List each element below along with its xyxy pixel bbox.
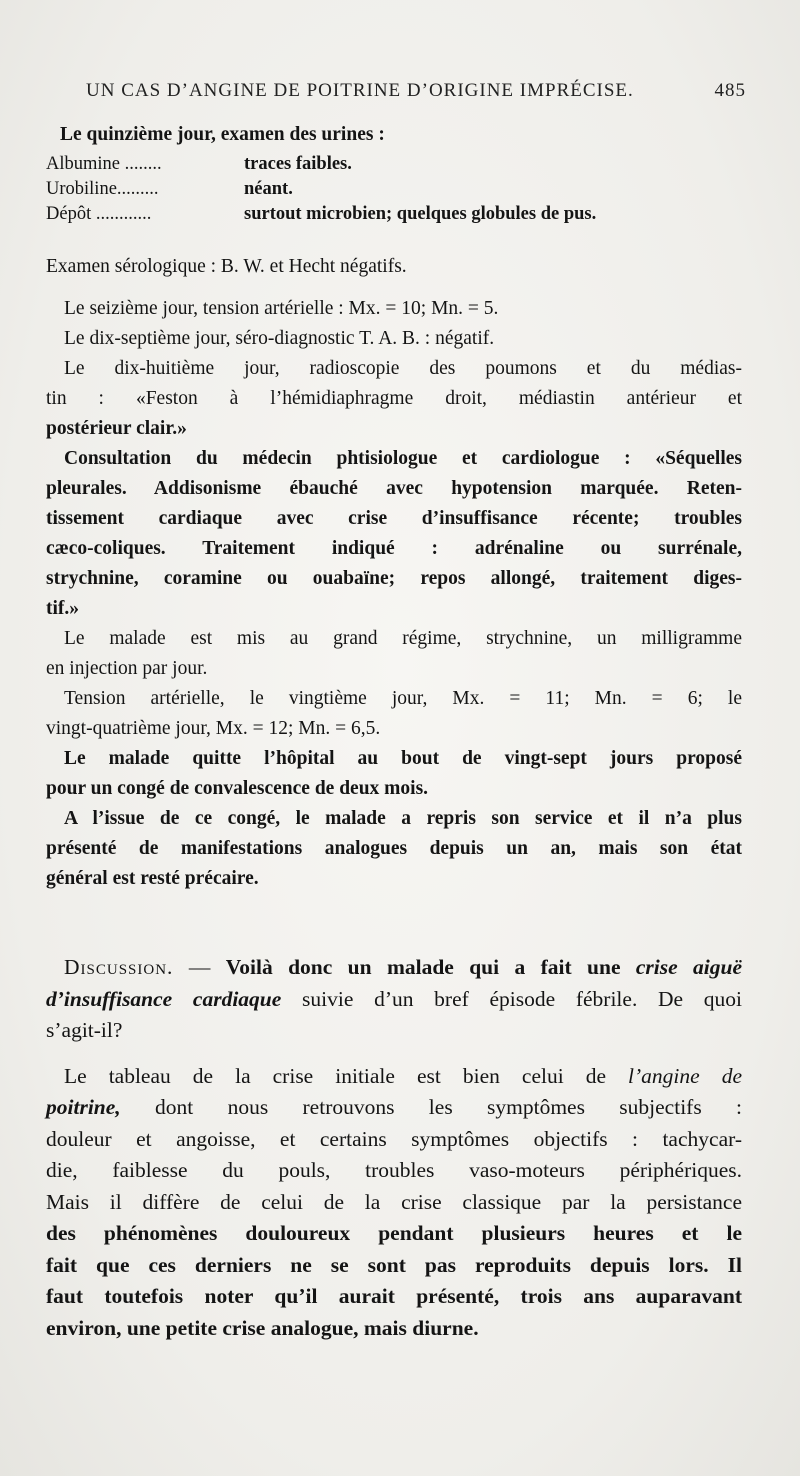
text-line: tissement cardiaque avec crise d’insuffisance récente; troubles: [46, 508, 742, 529]
text-line: vingt-quatrième jour, Mx. = 12; Mn. = 6,5.: [46, 718, 381, 739]
text-line: général est resté précaire.: [46, 868, 259, 889]
urine-row: [46, 202, 596, 227]
urine-results: [46, 152, 596, 227]
urine-intro: Le quinzième jour, examen des urines :: [60, 124, 385, 145]
text-line: faut toutefois noter qu’il aurait présenté, trois ans auparavant: [46, 1284, 742, 1308]
page-number: 485: [714, 80, 746, 101]
urine-row: [46, 152, 596, 177]
text-line: die, faiblesse du pouls, troubles vaso-moteurs périphériques.: [46, 1158, 742, 1182]
urine-label: Albumine ........: [46, 154, 162, 174]
text-line: postérieur clair.»: [46, 418, 187, 439]
text-line: s’agit-il?: [46, 1018, 123, 1042]
text-line: A l’issue de ce congé, le malade a repris son service et il n’a plus: [64, 808, 742, 829]
urine-label: Dépôt ............: [46, 204, 152, 224]
text-line: poitrine, dont nous retrouvons les symptômes subjectifs :: [46, 1095, 743, 1119]
text-line: Examen sérologique : B. W. et Hecht négatifs.: [46, 256, 407, 277]
text-line: tin : «Feston à l’hémidiaphragme droit, médiastin antérieur et: [46, 388, 742, 409]
running-header: [86, 80, 746, 102]
urine-label: Urobiline.........: [46, 179, 159, 199]
urine-value: traces faibles.: [244, 154, 352, 174]
text-line: pleurales. Addisonisme ébauché avec hypotension marquée. Reten-: [46, 478, 742, 499]
text-line: des phénomènes douloureux pendant plusieurs heures et le: [46, 1221, 742, 1245]
urine-value: surtout microbien; quelques globules de pus.: [244, 204, 597, 224]
text-line: Le dix-huitième jour, radioscopie des poumons et du médias-: [64, 358, 742, 379]
text-line: douleur et angoisse, et certains symptômes objectifs : tachycar-: [46, 1126, 742, 1151]
text-line: strychnine, coramine ou ouabaïne; repos allongé, traitement diges-: [46, 568, 742, 589]
text-line: Le seizième jour, tension artérielle : Mx. = 10; Mn. = 5.: [64, 298, 499, 319]
discussion-section: [46, 952, 742, 1344]
text-line: tif.»: [46, 598, 80, 619]
text-line: Discussion. — Voilà donc un malade qui a fait une crise aiguë: [64, 955, 743, 979]
text-line: d’insuffisance cardiaque suivie d’un bref épisode fébrile. De quoi: [46, 986, 742, 1011]
discussion-heading: Discussion.: [64, 955, 174, 979]
urine-row: [46, 177, 596, 202]
text-line: Le malade est mis au grand régime, strychnine, un milligramme: [64, 628, 742, 649]
case-notes: [46, 252, 742, 894]
text-line: cæco-coliques. Traitement indiqué : adrénaline ou surrénale,: [46, 538, 742, 559]
text-line: Consultation du médecin phtisiologue et cardiologue : «Séquelles: [64, 448, 742, 469]
text-line: Le dix-septième jour, séro-diagnostic T. A. B. : négatif.: [64, 328, 495, 349]
text-line: fait que ces derniers ne se sont pas reproduits depuis lors. Il: [46, 1252, 742, 1277]
text-line: Le malade quitte l’hôpital au bout de vingt-sept jours proposé: [64, 748, 742, 769]
text-line: présenté de manifestations analogues depuis un an, mais son état: [46, 838, 742, 859]
text-line: environ, une petite crise analogue, mais diurne.: [46, 1315, 479, 1340]
text-line: Tension artérielle, le vingtième jour, Mx. = 11; Mn. = 6; le: [64, 688, 742, 709]
text-line: pour un congé de convalescence de deux mois.: [46, 778, 429, 799]
running-title: UN CAS D’ANGINE DE POITRINE D’ORIGINE IMPRÉCISE.: [86, 80, 634, 101]
text-line: Le tableau de la crise initiale est bien celui de l’angine de: [64, 1063, 743, 1088]
urine-value: néant.: [244, 179, 293, 199]
text-line: Mais il diffère de celui de la crise classique par la persistance: [46, 1189, 742, 1214]
text-line: en injection par jour.: [46, 658, 208, 679]
